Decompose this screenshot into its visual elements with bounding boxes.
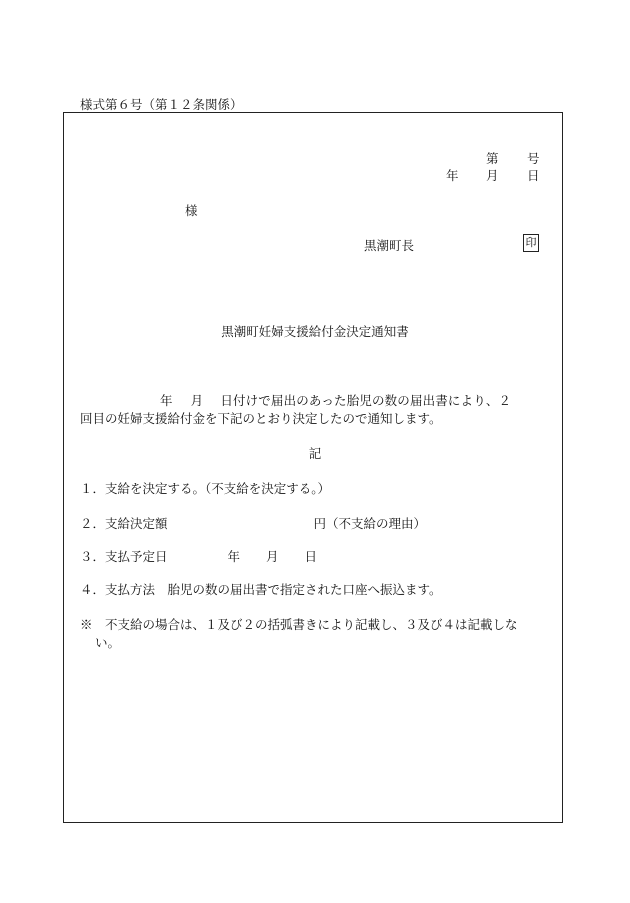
body-line-1 bbox=[80, 391, 511, 409]
item-2-label: ２．支給決定額 bbox=[80, 516, 168, 531]
date-day-label: 日 bbox=[527, 168, 540, 183]
item-3-day-label: 日 bbox=[304, 549, 318, 564]
item-1-decision: １．支給を決定する。（不支給を決定する。） bbox=[80, 481, 331, 496]
body-month-label: 月 bbox=[190, 393, 204, 408]
item-4-payment-method: ４．支払方法 胎児の数の届出書で指定された口座へ振込ます。 bbox=[80, 582, 442, 597]
seal-stamp-box: 印 bbox=[523, 234, 539, 252]
item-3-month-label: 月 bbox=[266, 549, 279, 564]
item-3-payment-date bbox=[80, 547, 317, 565]
item-2-value: 円（不支給の理由） bbox=[313, 516, 427, 531]
number-dai-label: 第 bbox=[486, 151, 499, 166]
date-year-label: 年 bbox=[446, 168, 459, 183]
number-gou-label: 号 bbox=[527, 151, 540, 166]
document-title: 黒潮町妊婦支援給付金決定通知書 bbox=[221, 324, 409, 339]
body-line-2: 回目の妊婦支援給付金を下記のとおり決定したので通知します。 bbox=[80, 411, 442, 426]
date-month-label: 月 bbox=[486, 168, 499, 183]
note-line-2: い。 bbox=[95, 635, 121, 650]
body-year-label: 年 bbox=[160, 393, 173, 408]
ki-heading: 記 bbox=[308, 446, 322, 461]
body-line-1-text: 日付けで届出のあった胎児の数の届出書により、２ bbox=[220, 393, 512, 408]
note-line-1: ※ 不支給の場合は、１及び２の括弧書きにより記載し、３及び４は記載しな bbox=[80, 617, 518, 632]
issuer-title: 黒潮町長 bbox=[364, 238, 415, 253]
item-3-label: ３．支払予定日 bbox=[80, 549, 168, 564]
item-2-amount bbox=[80, 514, 426, 532]
item-3-year-label: 年 bbox=[227, 549, 241, 564]
recipient-honorific: 様 bbox=[185, 203, 198, 218]
document-frame bbox=[63, 112, 563, 823]
form-number: 様式第６号（第１２条関係） bbox=[80, 97, 243, 112]
